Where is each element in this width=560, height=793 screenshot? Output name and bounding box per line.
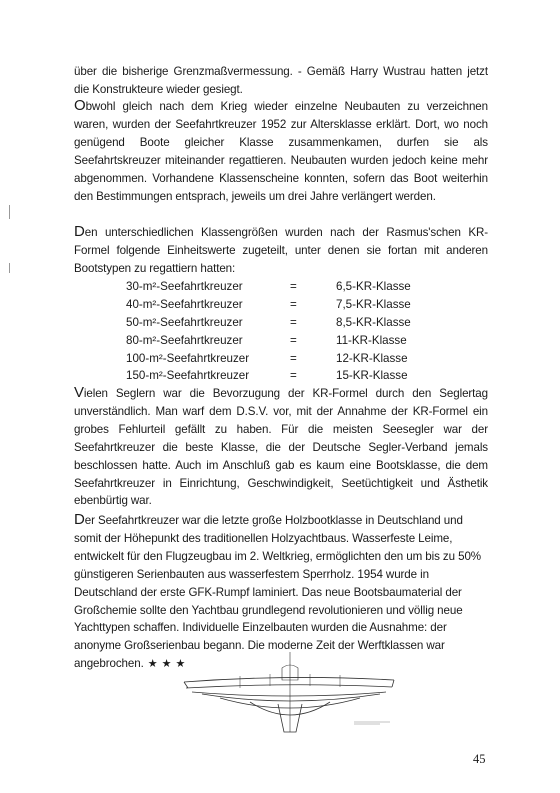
paragraph-5 (74, 511, 488, 674)
initial-letter: D (74, 511, 85, 528)
kr-class: 15-KR-Klasse (336, 369, 408, 383)
yacht-hull-drawing (180, 652, 398, 738)
table-row (74, 350, 488, 368)
paragraph-1 (74, 63, 488, 99)
equals-sign: = (290, 333, 297, 347)
equals-sign: = (290, 297, 297, 311)
seefahrtkreuzer-class: 40-m²-Seefahrtkreuzer (126, 297, 243, 311)
seefahrtkreuzer-class: 150-m²-Seefahrtkreuzer (126, 369, 250, 383)
paragraph-text (74, 223, 488, 278)
table-row (74, 314, 488, 332)
page-number: 45 (473, 752, 486, 766)
paragraph-body: ielen Seglern war die Bevorzugung der KR-Formel durch den Seglertag unverständlich. Man warf dem D.S.V. vor, mit der Annahme der KR-Formel ein grobes Fehlurteil gefällt zu haben. Für die meisten Seesegler war der Seefahrtkreuzer die beste Klasse, die der Deutsche Segler-Verband jemals beschlossen hatte. Auch im Anschluß gab es kaum eine Bootsklasse, die dem Seefahrtkreuzer in Einrichtung, Geschwindigkeit, Seetüchtigkeit und Ästhetik ebenbürtig war. (74, 387, 488, 508)
table-row (74, 296, 488, 314)
paragraph-text (74, 97, 488, 205)
seefahrtkreuzer-class: 100-m²-Seefahrtkreuzer (126, 351, 250, 365)
table-row (74, 278, 488, 296)
table-row (74, 367, 488, 385)
paragraph-text (74, 384, 488, 510)
kr-class: 12-KR-Klasse (336, 351, 408, 365)
scan-margin-mark (9, 205, 10, 219)
paragraph-body: er Seefahrtkreuzer war die letzte große Holzbootklasse in Deutschland und somit der Höhepunkt des traditionellen Holzyachtbaus. Wasserfeste Leime, entwickelt für den Flugzeugbau im 2. Weltkrieg, ermöglichten den um bis zu 50% günstigeren Serienbauten aus wasserfestem Sperrholz. 1954 wurde in Deutschland der erste GFK-Rumpf laminiert. Das neue Bootsbaumaterial der Großchemie sollte den Yachtbau grundlegend revolutionieren und völlig neue Yachttypen schaffen. Individuelle Einzelbauten wurden die Ausnahme: der anonyme Großserienbau begann. Die moderne Zeit der Werftklassen war angebrochen. (74, 514, 481, 671)
paragraph-text: über die bisherige Grenzmaßvermessung. - Gemäß Harry Wustrau hatten jetzt die Konstrukteure wieder gesiegt. (74, 65, 488, 96)
paragraph-2 (74, 97, 488, 205)
kr-class: 11-KR-Klasse (336, 333, 407, 347)
star-ornament: ★★★ (147, 658, 190, 671)
seefahrtkreuzer-class: 50-m²-Seefahrtkreuzer (126, 315, 243, 329)
kr-class: 8,5-KR-Klasse (336, 315, 411, 329)
kr-class: 6,5-KR-Klasse (336, 280, 411, 293)
equals-sign: = (290, 369, 297, 383)
deck-line (186, 685, 392, 688)
seefahrtkreuzer-class: 30-m²-Seefahrtkreuzer (126, 280, 243, 293)
paragraph-4 (74, 384, 488, 510)
kr-class: 7,5-KR-Klasse (336, 297, 411, 311)
initial-letter: O (74, 97, 86, 114)
equals-sign: = (290, 315, 297, 329)
equals-sign: = (290, 351, 297, 365)
table-row (74, 332, 488, 350)
paragraph-text (74, 511, 488, 674)
initial-letter: D (74, 223, 85, 240)
class-equivalence-table (74, 278, 488, 385)
paragraph-body: bwohl gleich nach dem Krieg wieder einzelne Neubauten zu verzeichnen waren, wurden der Seefahrtkreuzer 1952 zur Altersklasse erklärt. Dort, wo noch genügend Boote gleicher Klasse zusammenkamen, durfen sie als Seefahrtskreuzer miteinander regattieren. Neubauten wurden jedoch keine mehr abgenommen. Vorhandene Klassenscheine konnten, sofern das Boot weiterhin den Bestimmungen entsprach, jeweils um drei Jahre verlängert werden. (74, 100, 488, 203)
scan-margin-mark (9, 263, 10, 273)
waterline (192, 692, 386, 696)
paragraph-3 (74, 223, 488, 278)
equals-sign: = (290, 280, 297, 293)
paragraph-body: en unterschiedlichen Klassengrößen wurden nach der Rasmus'schen KR-Formel folgende Einheitswerte zugeteilt, unter denen sie fortan mit anderen Bootstypen zu regattiern hatten: (74, 226, 488, 275)
initial-letter: V (74, 384, 84, 401)
seefahrtkreuzer-class: 80-m²-Seefahrtkreuzer (126, 333, 243, 347)
